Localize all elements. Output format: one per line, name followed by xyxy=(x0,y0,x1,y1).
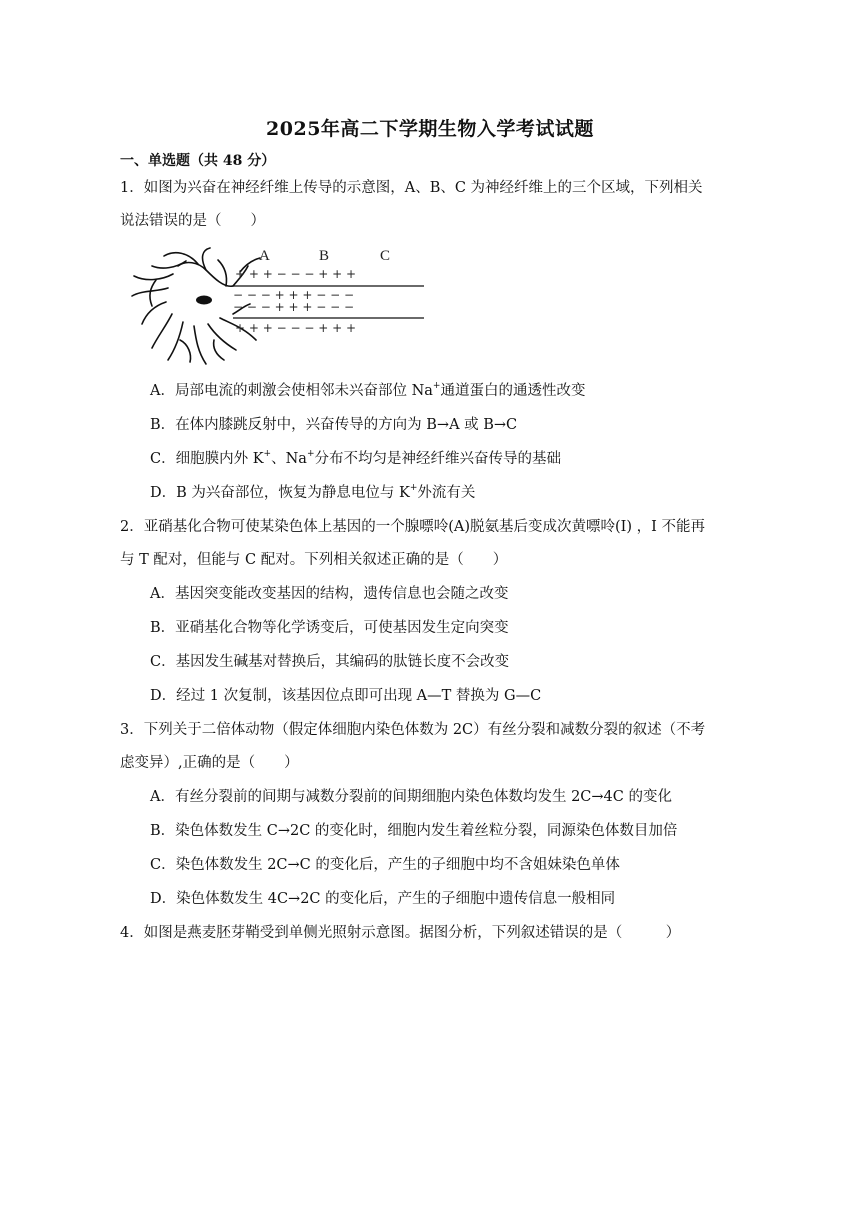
q2-stem-line-2: 与 T 配对，但能与 C 配对。下列相关叙述正确的是（ ） xyxy=(120,552,508,568)
neuron-diagram xyxy=(128,244,428,368)
charge-row-outside-bottom: + + + − − − + + + xyxy=(235,321,357,335)
region-label-c: C xyxy=(380,248,391,264)
region-label-b: B xyxy=(319,248,330,264)
q3-option-b: B．染色体数发生 C→2C 的变化时，细胞内发生着丝粒分裂，同源染色体数目加倍 xyxy=(150,823,678,839)
region-label-a: A xyxy=(259,248,270,264)
q1-option-a: A．局部电流的刺激会使相邻未兴奋部位 Na+通道蛋白的通透性改变 xyxy=(150,381,586,399)
q3-stem-line-2: 虑变异）,正确的是（ ） xyxy=(120,755,299,771)
charge-row-inside-top: − − − + + + − − − xyxy=(233,288,355,302)
q2-stem-line-1: 2．亚硝基化合物可使某染色体上基因的一个腺嘌呤(A)脱氨基后变成次黄嘌呤(I) ，I 不能再 xyxy=(120,519,705,535)
q3-option-c: C．染色体数发生 2C→C 的变化后，产生的子细胞中均不含姐妹染色单体 xyxy=(150,857,620,873)
neuron-nucleus xyxy=(196,296,212,305)
charge-row-inside-bottom: − − − + + + − − − xyxy=(233,300,355,314)
q3-option-d: D．染色体数发生 4C→2C 的变化后，产生的子细胞中遗传信息一般相同 xyxy=(150,891,616,907)
exam-title: 2025年高二下学期生物入学考试试题 xyxy=(266,118,594,140)
q1-option-c: C．细胞膜内外 K+、Na+分布不均匀是神经纤维兴奋传导的基础 xyxy=(150,449,561,467)
q2-option-d: D．经过 1 次复制，该基因位点即可出现 A—T 替换为 G—C xyxy=(150,688,542,704)
q1-option-b: B．在体内膝跳反射中，兴奋传导的方向为 B→A 或 B→C xyxy=(150,417,518,433)
q4-stem-line-1: 4．如图是燕麦胚芽鞘受到单侧光照射示意图。据图分析，下列叙述错误的是（ ） xyxy=(120,925,681,941)
charge-row-outside-top: + + + − − − + + + xyxy=(235,267,357,281)
q1-option-d: D．B 为兴奋部位，恢复为静息电位与 K+外流有关 xyxy=(150,483,476,501)
q3-stem-line-1: 3．下列关于二倍体动物（假定体细胞内染色体数为 2C）有丝分裂和减数分裂的叙述（不考 xyxy=(120,722,706,738)
q3-option-a: A．有丝分裂前的间期与减数分裂前的间期细胞内染色体数均发生 2C→4C 的变化 xyxy=(150,789,672,805)
q2-option-c: C．基因发生碱基对替换后，其编码的肽链长度不会改变 xyxy=(150,654,510,670)
q2-option-a: A．基因突变能改变基因的结构，遗传信息也会随之改变 xyxy=(150,586,509,602)
q1-stem-line-2: 说法错误的是（ ） xyxy=(120,213,265,229)
q2-option-b: B．亚硝基化合物等化学诱变后，可使基因发生定向突变 xyxy=(150,620,509,636)
section-heading: 一、单选题（共 48 分） xyxy=(120,153,276,169)
q1-stem-line-1: 1．如图为兴奋在神经纤维上传导的示意图，A、B、C 为神经纤维上的三个区域，下列相关 xyxy=(120,180,703,196)
